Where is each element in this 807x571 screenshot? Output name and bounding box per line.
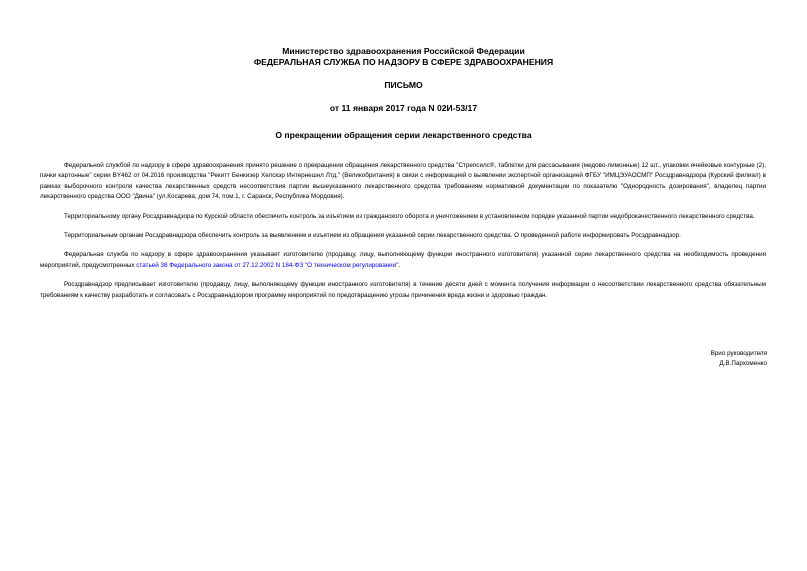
paragraph-4-text: Федеральная служба по надзору в сфере здравоохранения указывает изготовителю (продавцу, лицу, выполняющему функции иностранного изготовителя) указанной серии лекарственного средства на необходимость проведения мероприятий, предусмотренных [40,251,766,269]
ministry-name: Министерство здравоохранения Российской Федерации [282,46,525,56]
document-date-number: от 11 января 2017 года N 02И-53/17 [329,103,478,113]
signature-block [711,349,767,370]
signatory-position: Врио руководителя [710,350,767,357]
paragraph-4-end: . [398,261,401,269]
document-type: ПИСЬМО [384,80,423,90]
document-header [0,46,807,114]
document-topic: О прекращении обращения серии лекарственного средства [275,130,532,140]
paragraph-2: Территориальному органу Росздравнадзора по Курской области обеспечить контроль за изъятием из гражданского оборота и уничтожением в установленном порядке указанной партии недоброкачественного лекарственного средства. [64,212,755,220]
signatory-name: Д.В.Пархоменко [719,360,767,368]
paragraph-1: Федеральной службой по надзору в сфере здравоохранения принято решение о прекращении обращения лекарственного средства "Стрепсилс®, таблетки для рассасывания (медово-лимонные) 12 шт., упаковки ячейковые контурные (2), пачки картонные" серии BY462 от 04.2016 производства "Рекитт Бенкизер Хелскэр Интернешнл Лтд." (Великобритания) в связи с информацией о выявлении экспертной организацией ФГБУ "ИМЦЭУАОСМП" Росздравнадзора (Курский филиал) в рамках выборочного контроля качества лекарственных средств несоответствия партии вышеуказанного лекарственного средства требованиям нормативной документации по показателю "Однородность дозирования", владелец партии лекарственного средства ООО "Двина" (ул.Косарева, дом 74, пом.1, г. Саранск, Республика Мордовия). [40,162,766,201]
paragraph-4 [40,250,766,271]
paragraph-3: Территориальным органам Росздравнадзора обеспечить контроль за выявлением и изъятием из обращения указанной серии лекарственного средства. О проведенной работе информировать Росздравнадзор. [64,232,681,240]
service-name: ФЕДЕРАЛЬНАЯ СЛУЖБА ПО НАДЗОРУ В СФЕРЕ ЗДРАВООХРАНЕНИЯ [253,57,554,67]
law-reference-link[interactable]: статьей 38 Федерального закона от 27.12.2002 N 184-ФЗ "О техническом регулировании" [136,261,399,269]
paragraph-5: Росздравнадзор предписывает изготовителю (продавцу, лицу, выполняющему функции иностранного изготовителя) в течение десяти дней с момента получения информации о несоответствии лекарственного средства обязательным требованиям к качеству разработать и согласовать с Росздравнадзором программу мероприятий по предотвращению угрозы причинения вреда жизни и здоровью граждан. [40,281,766,299]
document-body [40,161,766,310]
